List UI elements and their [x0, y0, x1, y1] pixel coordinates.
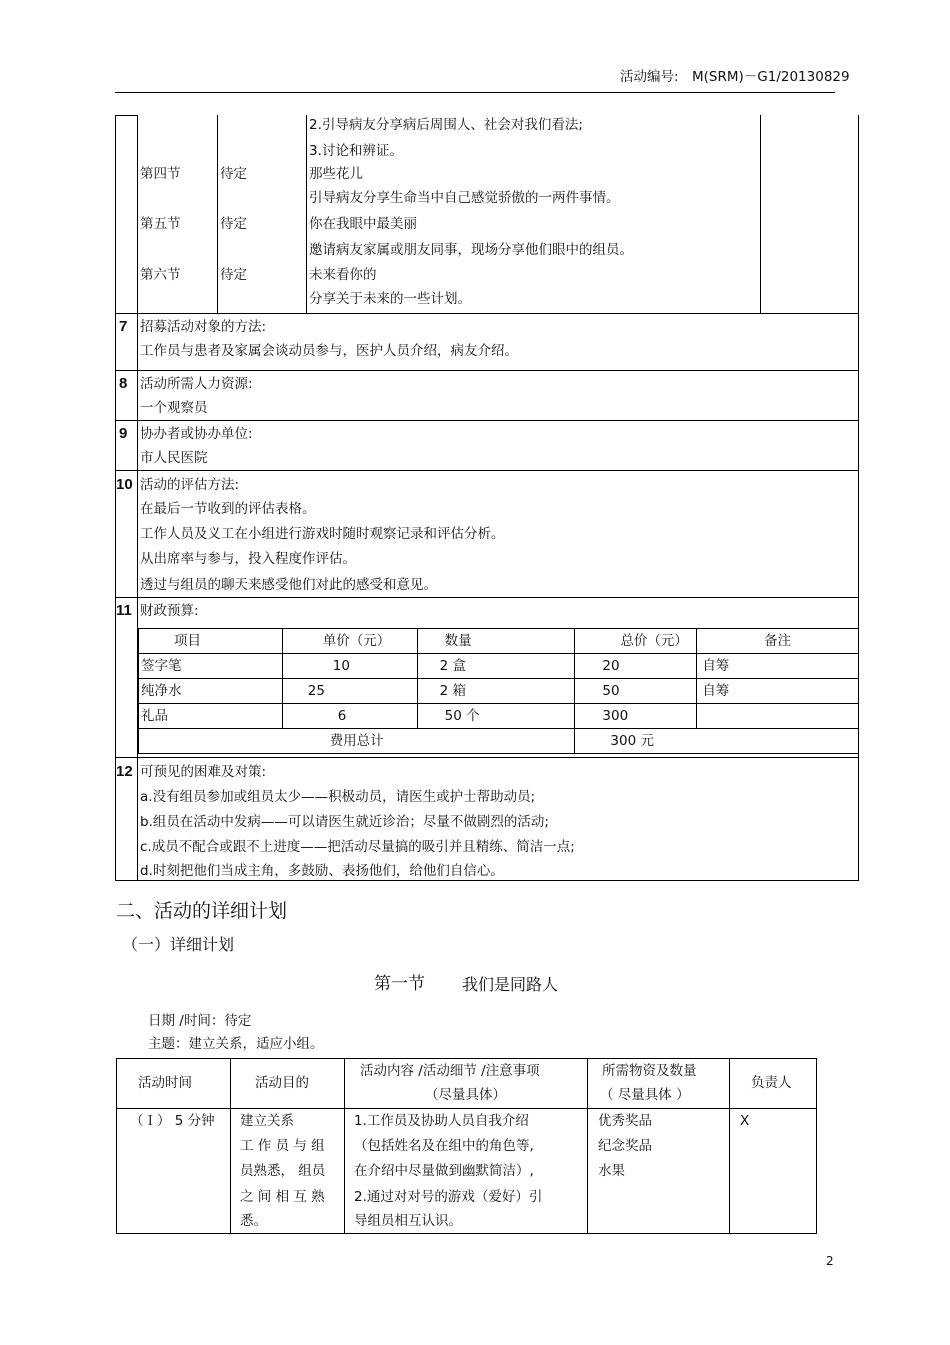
session-time: 待定: [220, 166, 247, 182]
budget-cell: 礼品: [139, 704, 283, 729]
section-line: 从出席率与参与，投入程度作评估。: [140, 551, 356, 567]
budget-cell: 6: [282, 704, 417, 729]
plan-cell-purpose: 员熟悉， 组员: [240, 1163, 326, 1179]
plan-header-content-note: （尽量具体）: [425, 1087, 506, 1103]
session-name: 第五节: [140, 216, 181, 232]
session-line: 2.引导病友分享病后周围人、社会对我们看法;: [309, 117, 583, 133]
header-rule: [115, 92, 835, 93]
session-desc: 邀请病友家属或朋友同事，现场分享他们眼中的组员。: [309, 242, 633, 258]
budget-header: 总价（元）: [575, 629, 697, 654]
section-number: 7: [119, 318, 128, 335]
plan-header-materials: 所需物资及数量: [602, 1063, 697, 1079]
session-desc: 分享关于未来的一些计划。: [309, 291, 471, 307]
section-title: 可预见的困难及对策:: [140, 764, 267, 780]
budget-cell: 20: [575, 654, 697, 679]
plan-header-materials-note: （ 尽量具体 ）: [600, 1087, 690, 1103]
section-title: 协办者或协办单位:: [140, 426, 253, 442]
session-theme: 主题：建立关系，适应小组。: [148, 1036, 324, 1052]
budget-header: 项目: [139, 629, 283, 654]
table-row: [139, 654, 859, 679]
plan-cell-content: 1.工作员及协助人员自我介绍: [354, 1113, 529, 1129]
section-number: 9: [119, 425, 128, 442]
session-name: 第四节: [140, 166, 181, 182]
session-date: 日期 /时间：待定: [148, 1013, 252, 1029]
session-title: 你在我眼中最美丽: [309, 216, 417, 232]
plan-cell-purpose: 之 间 相 互 熟: [240, 1189, 325, 1205]
section-number: 11: [116, 602, 132, 619]
budget-cell: 2 箱: [417, 679, 575, 704]
plan-cell-purpose: 建立关系: [240, 1113, 294, 1129]
session-time: 待定: [220, 216, 247, 232]
budget-cell: 25: [282, 679, 417, 704]
budget-cell: 签字笔: [139, 654, 283, 679]
plan-heading: 二、活动的详细计划: [116, 900, 288, 922]
table-row: [139, 704, 859, 729]
budget-cell: 50 个: [417, 704, 575, 729]
session-time: 待定: [220, 267, 247, 283]
budget-header: 备注: [697, 629, 859, 654]
section-title: 活动所需人力资源:: [140, 376, 253, 392]
plan-subheading: （一）详细计划: [122, 935, 235, 954]
activity-code-label: 活动编号:: [620, 69, 679, 85]
session-title: 那些花儿: [309, 166, 363, 182]
plan-header-time: 活动时间: [138, 1075, 192, 1091]
section-line: c.成员不配合或跟不上进度——把活动尽量搞的吸引并且精练、简洁一点;: [140, 839, 575, 855]
budget-cell: 2 盒: [417, 654, 575, 679]
plan-cell-purpose: 工 作 员 与 组: [240, 1138, 325, 1154]
section-title: 活动的评估方法:: [140, 477, 240, 493]
section-line: 透过与组员的聊天来感受他们对此的感受和意见。: [140, 577, 437, 593]
plan-cell-content: 在介绍中尽量做到幽默简洁）,: [354, 1163, 534, 1179]
plan-header-owner: 负责人: [751, 1075, 792, 1091]
section-line: 市人民医院: [140, 450, 208, 466]
budget-cell: 自筹: [697, 654, 859, 679]
plan-cell-content: 2.通过对对号的游戏（爱好）引: [354, 1189, 543, 1205]
session-title: 未来看你的: [309, 267, 377, 283]
section-title: 招募活动对象的方法:: [140, 319, 267, 335]
plan-header-purpose: 活动目的: [255, 1075, 309, 1091]
session-line: 3.讨论和辨证。: [309, 143, 403, 159]
budget-total-label: 费用总计: [139, 729, 575, 754]
plan-header-content: 活动内容 /活动细节 /注意事项: [360, 1063, 540, 1079]
budget-header-row: [139, 629, 859, 654]
section-number: 8: [119, 375, 128, 392]
budget-header: 数量: [417, 629, 575, 654]
budget-total-row: [139, 729, 859, 754]
budget-cell: 自筹: [697, 679, 859, 704]
section-line: 工作员与患者及家属会谈动员参与，医护人员介绍，病友介绍。: [140, 343, 518, 359]
section-line: 工作人员及义工在小组进行游戏时随时观察记录和评估分析。: [140, 526, 505, 542]
plan-cell-material: 优秀奖品: [598, 1113, 652, 1129]
table-row: [139, 679, 859, 704]
budget-cell: 300: [575, 704, 697, 729]
plan-cell-owner: X: [740, 1113, 750, 1129]
section-number: 12: [116, 763, 133, 780]
activity-code: M(SRM)－G1/20130829: [692, 69, 850, 85]
session-desc: 引导病友分享生命当中自己感觉骄傲的一两件事情。: [309, 190, 620, 206]
section-line: d.时刻把他们当成主角，多鼓励、表扬他们，给他们自信心。: [140, 863, 504, 879]
session-name: 我们是同路人: [462, 975, 559, 994]
plan-cell-purpose: 悉。: [240, 1213, 267, 1229]
budget-cell: 纯净水: [139, 679, 283, 704]
section-title: 财政预算:: [140, 603, 199, 619]
plan-cell-material: 纪念奖品: [598, 1138, 652, 1154]
plan-cell-material: 水果: [598, 1163, 625, 1179]
budget-header: 单价（元）: [282, 629, 417, 654]
budget-cell: 10: [282, 654, 417, 679]
section-line: 在最后一节收到的评估表格。: [140, 501, 316, 517]
budget-table: [138, 628, 859, 754]
section-line: a.没有组员参加或组员太少——积极动员，请医生或护士帮助动员;: [140, 789, 536, 805]
section-number: 10: [116, 476, 133, 493]
page-number: 2: [826, 1254, 834, 1268]
session-name: 第六节: [140, 267, 181, 283]
plan-cell-content: （包括姓名及在组中的角色等,: [354, 1138, 534, 1154]
budget-total-value: 300 元: [575, 729, 859, 754]
session-title: 第一节: [374, 974, 425, 994]
budget-cell: [697, 704, 859, 729]
plan-cell-content: 导组员相互认识。: [354, 1213, 462, 1229]
budget-cell: 50: [575, 679, 697, 704]
section-line: 一个观察员: [140, 400, 208, 416]
plan-cell-time: （Ｉ） 5 分钟: [130, 1113, 215, 1129]
section-line: b.组员在活动中发病——可以请医生就近诊治；尽量不做剧烈的活动;: [140, 814, 549, 830]
